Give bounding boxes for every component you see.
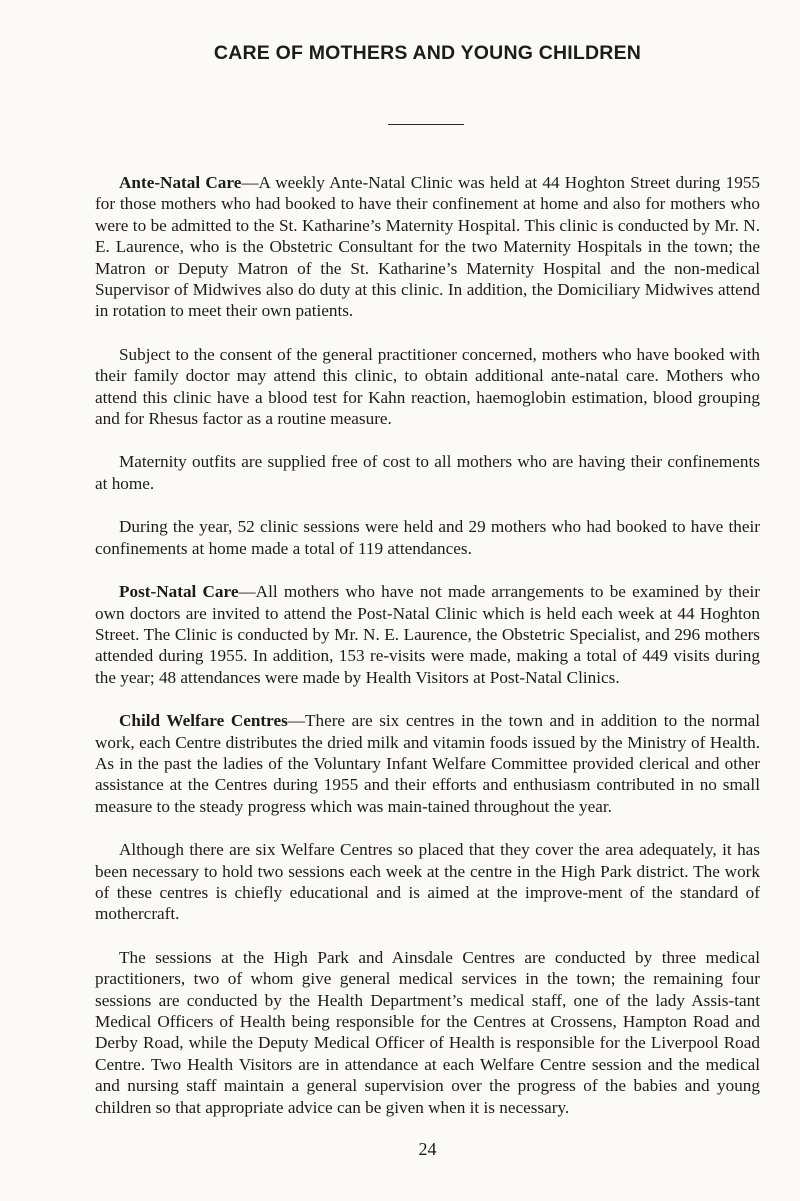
- paragraph-clinic-sessions: [95, 516, 760, 559]
- paragraph-text: —A weekly Ante-Natal Clinic was held at 44 Hoghton Street during 1955 for those mothers who had booked to have their confinement at home and also for mothers who were to be admitted to the St. Katharine’s Maternity Hospital. This clinic is conducted by Mr. N. E. Laurence, who is the Obstetric Consultant for the two Maternity Hospitals in the town; the Matron or Deputy Matron of the St. Katharine’s Maternity Hospital and the non-medical Supervisor of Midwives also do duty at this clinic. In addition, the Domiciliary Midwives attend in rotation to meet their own patients.: [95, 173, 761, 321]
- document-page: [95, 0, 760, 1201]
- paragraph-lead: Ante-Natal Care: [119, 173, 242, 192]
- paragraph-lead: Post-Natal Care: [119, 582, 239, 602]
- paragraph-sessions: [95, 947, 760, 1118]
- paragraph-text: Subject to the consent of the general practitioner concerned, mothers who have booked with their family doctor may attend this clinic, to obtain additional ante-natal care. Mothers who attend this clinic have a blood test for Kahn reaction, haemoglobin estimation, blood grouping and for Rhesus factor as a routine measure.: [95, 344, 760, 429]
- paragraph-welfare-centres-coverage: [95, 839, 760, 925]
- paragraph-post-natal-care: [95, 581, 760, 688]
- paragraph-text: —There are six centres in the town and in addition to the normal work, each Centre distributes the dried milk and vitamin foods issued by the Ministry of Health. As in the past the ladies of the Voluntary Infant Welfare Committee provided clerical and other assistance at the Centres during 1955 and their efforts and enthusiasm contributed in no small measure to the steady progress which was main-tained throughout the year.: [95, 711, 760, 816]
- paragraph-child-welfare-centres: [95, 710, 760, 817]
- paragraph-text: During the year, 52 clinic sessions were held and 29 mothers who had booked to have their confinements at home made a total of 119 attendances.: [95, 517, 760, 558]
- paragraph-text: Although there are six Welfare Centres so placed that they cover the area adequately, it has been necessary to hold two sessions each week at the centre in the High Park district. The work of these centres is chiefly educational and is aimed at the improve-ment of the standard of mothercraft.: [95, 840, 760, 924]
- paragraph-ante-natal-care: [95, 172, 760, 322]
- paragraph-maternity-outfits: [95, 451, 760, 494]
- paragraph-text: The sessions at the High Park and Ainsdale Centres are conducted by three medical practitioners, two of whom give general medical services in the town; the remaining four sessions are conducted by the Health Department’s medical staff, one of the lady Assis-tant Medical Officers of Health being responsible for the Centres at Crossens, Hampton Road and Derby Road, while the Deputy Medical Officer of Health is responsible for the Liverpool Road Centre. Two Health Visitors are in attendance at each Welfare Centre session and the medical and nursing staff maintain a general supervision over the progress of the babies and young children so that appropriate advice can be given when it is necessary.: [95, 947, 760, 1117]
- heading-divider: [388, 124, 464, 125]
- page-heading: CARE OF MOTHERS AND YOUNG CHILDREN: [213, 42, 642, 64]
- paragraph-text: Maternity outfits are supplied free of cost to all mothers who are having their confinements at home.: [95, 452, 760, 493]
- page-number: 24: [418, 1139, 437, 1159]
- paragraph-consent: [95, 344, 760, 430]
- paragraph-lead: Child Welfare Centres: [119, 711, 288, 731]
- body-text: [95, 172, 760, 1140]
- paragraph-text: —All mothers who have not made arrangements to be examined by their own doctors are invited to attend the Post-Natal Clinic which is held each week at 44 Hoghton Street. The Clinic is conducted by Mr. N. E. Laurence, the Obstetric Specialist, and 296 mothers attended during 1955. In addition, 153 re-visits were made, making a total of 449 visits during the year; 48 attendances were made by Health Visitors at Post-Natal Clinics.: [95, 582, 761, 687]
